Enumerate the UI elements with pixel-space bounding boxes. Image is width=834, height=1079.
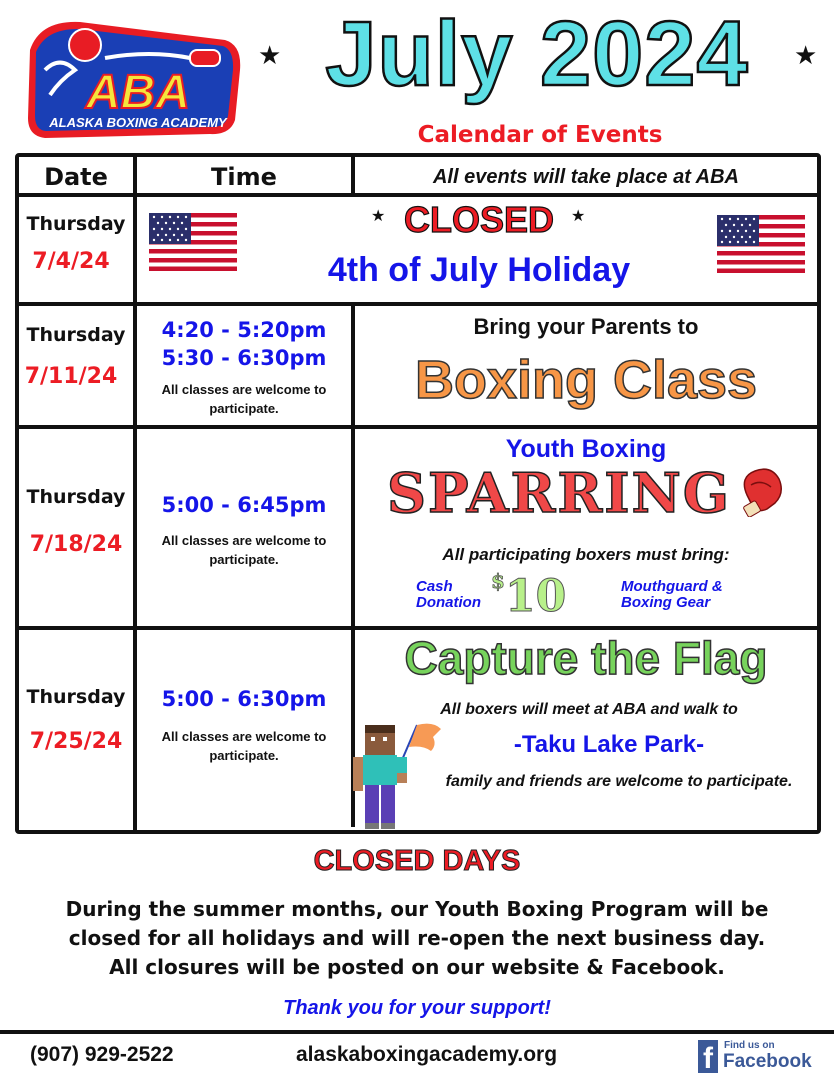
row-time: 5:00 - 6:30pm	[161, 687, 327, 711]
cash-donation-label: Cash Donation	[416, 578, 481, 611]
minecraft-character-icon	[349, 719, 459, 831]
dollar-sign: $	[491, 569, 505, 593]
column-header-note: All events will take place at ABA	[432, 166, 740, 188]
divider	[19, 626, 817, 630]
closed-days-line: All closures will be posted on our website & Facebook.	[109, 955, 725, 979]
column-header-time: Time	[211, 163, 277, 191]
footer-divider	[0, 1030, 834, 1034]
row-date: 7/18/24	[29, 532, 123, 557]
facebook-icon: f	[698, 1040, 718, 1073]
boxing-glove-icon	[737, 465, 785, 517]
holiday-label: 4th of July Holiday	[327, 251, 631, 289]
row-note: All classes are welcome to participate.	[161, 382, 327, 416]
phone-number[interactable]: (907) 929-2522	[30, 1043, 174, 1066]
divider	[19, 425, 817, 429]
website-link[interactable]: alaskaboxingacademy.org	[296, 1043, 558, 1066]
boxing-logo-icon	[20, 10, 250, 140]
row-note: All classes are welcome to participate.	[161, 729, 327, 763]
svg-text:ALASKA BOXING ACADEMY: ALASKA BOXING ACADEMY	[49, 115, 227, 130]
row-note: All classes are welcome to participate.	[161, 533, 327, 567]
row-day: Thursday	[26, 324, 126, 346]
events-table	[15, 153, 821, 834]
aba-logo	[20, 10, 250, 140]
us-flag-icon	[717, 215, 805, 273]
closed-days-line: During the summer months, our Youth Boxing Program will be	[65, 897, 769, 921]
row-time: 4:20 - 5:20pm	[161, 318, 327, 342]
column-header-date: Date	[44, 163, 108, 191]
walk-note: All boxers will meet at ABA and walk to	[440, 701, 738, 718]
facebook-small-label: Find us on	[724, 1040, 775, 1051]
row-date: 7/11/24	[24, 364, 118, 389]
event-headline: Youth Boxing	[505, 435, 667, 463]
star-icon: ★	[571, 208, 586, 225]
row-day: Thursday	[26, 486, 126, 508]
thanks-text: Thank you for your support!	[283, 997, 551, 1019]
star-icon: ★	[258, 40, 282, 70]
divider	[19, 193, 817, 197]
row-date: 7/4/24	[32, 249, 110, 274]
facebook-label: Facebook	[723, 1051, 812, 1072]
row-day: Thursday	[26, 686, 126, 708]
gear-label: Mouthguard & Boxing Gear	[621, 578, 723, 611]
row-time: 5:00 - 6:45pm	[161, 493, 327, 517]
row-date: 7/25/24	[29, 729, 123, 754]
closed-days-title: CLOSED DAYS	[313, 845, 521, 877]
location-label: -Taku Lake Park-	[513, 731, 705, 758]
must-bring-label: All participating boxers must bring:	[442, 545, 730, 564]
page-title: July 2024	[325, 3, 749, 105]
facebook-badge[interactable]	[698, 1040, 810, 1074]
family-note: family and friends are welcome to participate.	[445, 773, 793, 790]
event-headline: Bring your Parents to	[473, 314, 699, 339]
page-subtitle: Calendar of Events	[417, 122, 663, 148]
event-title: Capture the Flag	[404, 632, 768, 684]
svg-text:ABA: ABA	[86, 66, 190, 119]
donation-amount: 10	[505, 571, 567, 622]
event-title: SPARRING	[386, 461, 732, 525]
star-icon: ★	[371, 208, 386, 225]
divider	[19, 302, 817, 306]
star-icon: ★	[794, 40, 818, 70]
closed-days-text	[20, 895, 814, 982]
row-day: Thursday	[26, 213, 126, 235]
closed-days-line: closed for all holidays and will re-open the next business day.	[68, 926, 766, 950]
event-title: Boxing Class	[414, 350, 758, 410]
row-time: 5:30 - 6:30pm	[161, 346, 327, 370]
closed-label: CLOSED	[403, 199, 554, 240]
